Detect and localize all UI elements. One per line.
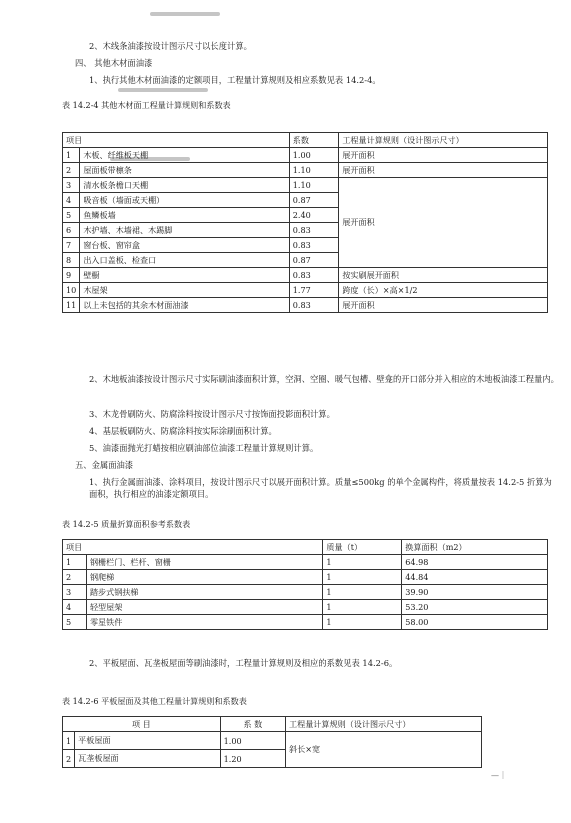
cell: 7 [63,238,80,253]
table-14-2-4 [62,132,548,313]
cell: 10 [63,283,80,298]
table-row [63,298,548,313]
cell: 木护墙、木墙裙、木踢脚 [80,223,289,238]
cell: 0.83 [289,298,339,313]
scan-mark: —｜ [491,771,507,780]
cell: 58.00 [402,615,548,630]
table-header: 项目 [63,540,323,555]
cell: 1 [323,600,402,615]
table-row [63,163,548,178]
cell: 3 [63,178,80,193]
cell: 2 [63,750,75,768]
cell: 8 [63,253,80,268]
table-header: 工程量计算规则（设计图示尺寸） [286,717,482,732]
cell: 窗台板、窗帘盒 [80,238,289,253]
cell: 0.83 [289,223,339,238]
cell: 1.20 [220,750,285,768]
paragraph: 5、油漆面抛光打蜡按相应刷油部位油漆工程量计算规则计算。 [89,443,319,453]
cell: 4 [63,193,80,208]
table-header-row [63,133,548,148]
table-row [63,555,548,570]
cell: 0.87 [289,193,339,208]
cell: 轻型屋架 [86,600,322,615]
table-header: 系数 [289,133,339,148]
paragraph: 3、木龙骨刷防火、防腐涂料按设计图示尺寸按饰面投影面积计算。 [89,409,335,419]
cell: 展开面积 [339,163,548,178]
paragraph: 2、平板屋面、瓦垄板屋面等刷油漆时，工程量计算规则及相应的系数见表 14.2-6。 [89,658,398,668]
cell: 1 [63,555,87,570]
cell: 吸音板（墙面或天棚） [80,193,289,208]
cell: 瓦垄板屋面 [75,750,220,768]
scan-smudge [118,88,208,92]
cell: 1.77 [289,283,339,298]
cell: 1 [323,585,402,600]
table-header: 换算面积（m2） [402,540,548,555]
cell: 64.98 [402,555,548,570]
cell: 斜长×宽 [286,732,482,768]
table-header: 工程量计算规则（设计图示尺寸） [339,133,548,148]
table-row [63,615,548,630]
table-14-2-5 [62,539,548,630]
cell: 清水板条檐口天棚 [80,178,289,193]
cell: 0.83 [289,238,339,253]
cell: 4 [63,600,87,615]
table-row [63,283,548,298]
table-header: 项目 [63,133,290,148]
table-row [63,570,548,585]
cell: 3 [63,585,87,600]
cell: 1 [323,615,402,630]
cell: 0.87 [289,253,339,268]
cell: 1.00 [289,148,339,163]
table-header: 项 目 [63,717,221,732]
cell: 跨度（长）×高×1/2 [339,283,548,298]
table-row [63,600,548,615]
table-header: 系 数 [220,717,285,732]
cell: 平板屋面 [75,732,220,750]
section-heading: 四、 其他木材面油漆 [75,58,153,68]
cell: 按实刷展开面积 [339,268,548,283]
cell: 木屋架 [80,283,289,298]
cell: 44.84 [402,570,548,585]
cell: 屋面板带檩条 [80,163,289,178]
cell: 0.83 [289,268,339,283]
cell: 木板、纤维板天棚 [80,148,289,163]
table-row [63,732,482,750]
cell: 2 [63,163,80,178]
table-caption: 表 14.2-6 平板屋面及其他工程量计算规则和系数表 [62,696,247,706]
cell: 钢爬梯 [86,570,322,585]
text-line: 2、木线条油漆按设计图示尺寸以长度计算。 [89,41,252,51]
table-caption: 表 14.2-4 其他木材面工程量计算规则和系数表 [62,100,231,110]
cell: 壁橱 [80,268,289,283]
text-line: 1、执行其他木材面油漆的定额项目，工程量计算规则及相应系数见表 14.2-4。 [89,75,381,85]
cell: 踏步式钢扶梯 [86,585,322,600]
cell: 6 [63,223,80,238]
cell: 1 [323,570,402,585]
cell: 零星铁件 [86,615,322,630]
paragraph: 1、执行金属面油漆、涂料项目，按设计图示尺寸以展开面积计算。质量≤500kg 的单个金属构件，将质量按表 14.2-5 折算为面积，执行相应的油漆定额项目。 [89,477,552,499]
cell: 1.00 [220,732,285,750]
table-row [63,178,548,193]
scan-smudge [150,12,220,16]
cell: 53.20 [402,600,548,615]
cell: 出入口盖板、检查口 [80,253,289,268]
cell: 1 [323,555,402,570]
cell: 钢栅栏门、栏杆、窗栅 [86,555,322,570]
table-14-2-6 [62,716,482,768]
table-header: 质量（t） [323,540,402,555]
section-heading: 五、金属面油漆 [75,460,134,470]
cell: 1.10 [289,178,339,193]
cell: 5 [63,615,87,630]
cell: 2 [63,570,87,585]
table-row [63,268,548,283]
table-row [63,585,548,600]
cell: 39.90 [402,585,548,600]
cell: 鱼鳞板墙 [80,208,289,223]
cell: 展开面积 [339,178,548,268]
cell: 5 [63,208,80,223]
cell: 11 [63,298,80,313]
cell: 9 [63,268,80,283]
table-header-row [63,540,548,555]
cell: 1 [63,732,75,750]
cell: 2.40 [289,208,339,223]
cell: 1.10 [289,163,339,178]
cell: 以上未包括的其余木材面油漆 [80,298,289,313]
paragraph: 4、基层板刷防火、防腐涂料按实际涂刷面积计算。 [89,426,277,436]
cell: 展开面积 [339,148,548,163]
cell: 1 [63,148,80,163]
cell: 展开面积 [339,298,548,313]
table-header-row [63,717,482,732]
table-caption: 表 14.2-5 质量折算面积参考系数表 [62,519,191,529]
paragraph: 2、木地板油漆按设计图示尺寸实际刷油漆面积计算，空洞、空圈、暖气包槽、壁龛的开口部分并入相应的木地板油漆工程量内。 [89,374,559,384]
table-row [63,148,548,163]
